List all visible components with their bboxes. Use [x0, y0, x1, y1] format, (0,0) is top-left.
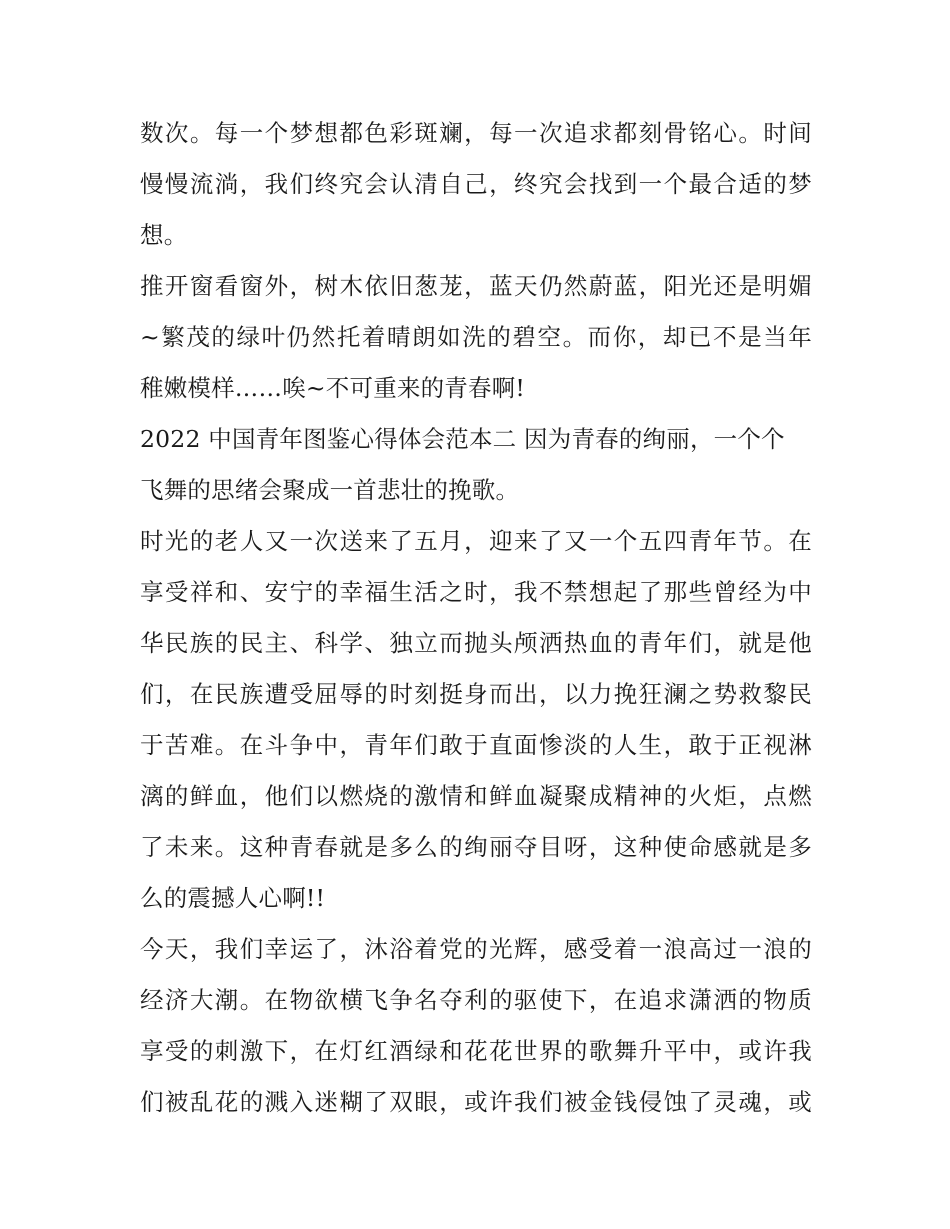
text-line: 时光的老人又一次送来了五月，迎来了又一个五四青年节。在 [140, 527, 812, 555]
text-line: 们被乱花的溅入迷糊了双眼，或许我们被金钱侵蚀了灵魂，或 [140, 1088, 812, 1116]
text-line: 享受的刺激下，在灯红酒绿和花花世界的歌舞升平中，或许我 [140, 1037, 812, 1065]
text-line: 华民族的民主、科学、独立而抛头颅洒热血的青年们，就是他 [140, 629, 812, 657]
text-line: 享受祥和、安宁的幸福生活之时，我不禁想起了那些曾经为中 [140, 578, 812, 606]
text-line: 于苦难。在斗争中，青年们敢于直面惨淡的人生，敢于正视淋 [140, 731, 812, 759]
text-line: ~繁茂的绿叶仍然托着晴朗如洗的碧空。而你，却已不是当年 [140, 323, 812, 351]
text-line: 2022 中国青年图鉴心得体会范本二 因为青春的绚丽，一个个 [140, 425, 785, 453]
text-line: 么的震撼人心啊!! [140, 884, 326, 912]
text-line: 经济大潮。在物欲横飞争名夺利的驱使下，在追求潇洒的物质 [140, 986, 812, 1014]
text-line: 们，在民族遭受屈辱的时刻挺身而出，以力挽狂澜之势救黎民 [140, 680, 812, 708]
text-line: 了未来。这种青春就是多么的绚丽夺目呀，这种使命感就是多 [140, 833, 812, 861]
text-line: 今天，我们幸运了，沐浴着党的光辉，感受着一浪高过一浪的 [140, 935, 812, 963]
text-line: 推开窗看窗外，树木依旧葱茏，蓝天仍然蔚蓝，阳光还是明媚 [140, 272, 812, 300]
text-line: 飞舞的思绪会聚成一首悲壮的挽歌。 [140, 476, 520, 504]
text-line: 想。 [140, 221, 188, 249]
body-text [140, 108, 812, 1128]
text-line: 稚嫩模样……唉~不可重来的青春啊! [140, 374, 526, 402]
text-line: 数次。每一个梦想都色彩斑斓，每一次追求都刻骨铭心。时间 [140, 119, 812, 147]
text-line: 漓的鲜血，他们以燃烧的激情和鲜血凝聚成精神的火炬，点燃 [140, 782, 812, 810]
text-line: 慢慢流淌，我们终究会认清自己，终究会找到一个最合适的梦 [140, 170, 812, 198]
